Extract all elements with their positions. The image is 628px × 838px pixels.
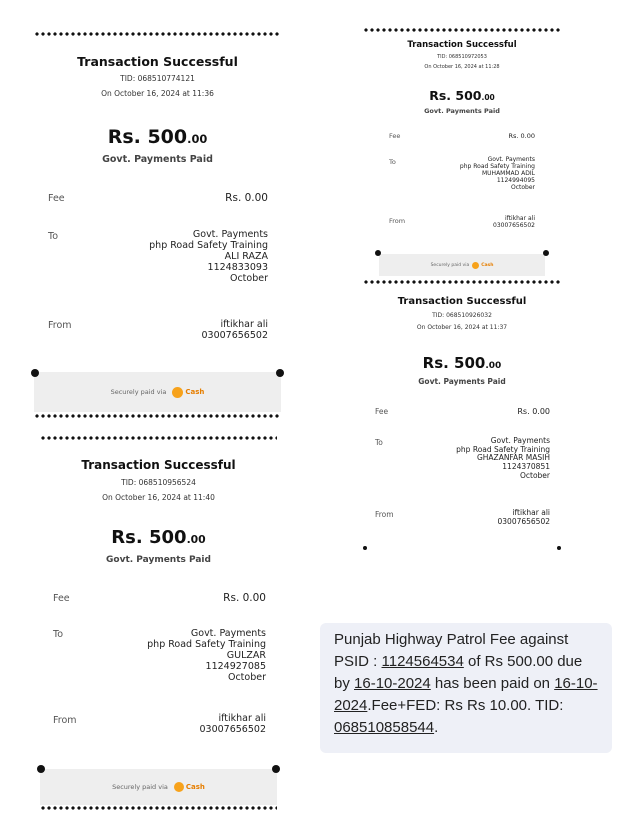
to-line: October [229, 272, 268, 284]
receipt-date: On October 16, 2024 at 11:40 [102, 493, 215, 502]
to-line: 1124833093 [207, 261, 268, 273]
sms-message [320, 623, 612, 753]
receipt-subtitle: Govt. Payments Paid [106, 555, 211, 565]
receipt-4 [40, 436, 277, 810]
to-details [147, 629, 266, 684]
to-details [460, 157, 535, 191]
from-details [498, 509, 551, 526]
receipt-footer [379, 254, 545, 276]
footer-text: Securely paid via [112, 783, 168, 791]
sms-text: .Fee+FED: Rs Rs 10.00. TID: [367, 697, 564, 714]
to-line: php Road Safety Training [456, 444, 550, 454]
to-label: To [375, 438, 383, 447]
footer-text: Securely paid via [430, 262, 470, 268]
receipt-amount: Rs. 500.00 [422, 354, 502, 372]
notch-left [37, 765, 45, 773]
sms-text: Punjab Highway Patrol Fee against PSID : [334, 631, 569, 670]
notch-left [363, 546, 367, 550]
from-label: From [53, 715, 77, 726]
to-line: GHAZANFAR MASIH [476, 453, 550, 463]
receipt-1 [34, 32, 281, 418]
sms-text: has been paid on [430, 675, 555, 692]
receipt-footer [40, 769, 277, 805]
to-details [149, 230, 268, 285]
receipt-tid: TID: 068510926032 [432, 312, 492, 319]
from-line: iftikhar ali [512, 508, 550, 517]
to-line: October [519, 470, 550, 480]
jazzcash-logo-icon [174, 782, 184, 792]
receipt-top-edge [363, 280, 561, 284]
to-line: php Road Safety Training [459, 162, 535, 170]
to-line: 1124994095 [496, 176, 535, 184]
sms-psid-link[interactable]: 1124564534 [381, 653, 464, 670]
fee-value: Rs. 0.00 [223, 592, 266, 604]
notch-right [272, 765, 280, 773]
footer-text: Securely paid via [110, 388, 167, 396]
sms-text: of Rs 500.00 due by [334, 653, 583, 692]
receipt-title: Transaction Successful [407, 40, 517, 50]
fee-label: Fee [375, 407, 389, 416]
receipt-title: Transaction Successful [397, 296, 527, 307]
fee-label: Fee [48, 193, 65, 204]
from-line: 03007656502 [493, 221, 535, 229]
from-label: From [389, 217, 406, 225]
to-line: MUHAMMAD ADIL [481, 169, 535, 177]
receipt-amount: Rs. 500.00 [107, 126, 208, 148]
receipt-bottom-edge [40, 806, 277, 810]
receipt-tid: TID: 068510956524 [121, 478, 196, 487]
notch-left [31, 369, 39, 377]
sms-text: . [434, 719, 439, 736]
from-line: 03007656502 [199, 723, 266, 735]
fee-label: Fee [53, 593, 70, 604]
to-label: To [389, 158, 396, 166]
receipt-subtitle: Govt. Payments Paid [424, 107, 500, 115]
from-line: iftikhar ali [504, 215, 535, 222]
from-details [202, 320, 269, 342]
receipt-tid: TID: 068510972053 [437, 54, 487, 60]
to-line: Govt. Payments [190, 628, 266, 639]
to-line: Govt. Payments [490, 436, 550, 445]
jazzcash-logo-icon [172, 387, 183, 398]
notch-right [557, 546, 561, 550]
receipt-footer [34, 372, 281, 412]
from-details [200, 714, 267, 736]
to-line: 1124927085 [205, 660, 266, 672]
from-line: 03007656502 [201, 329, 268, 341]
from-line: 03007656502 [497, 516, 550, 526]
receipt-subtitle: Govt. Payments Paid [418, 377, 506, 386]
jazzcash-logo-icon [472, 262, 479, 269]
receipt-3 [363, 280, 561, 552]
receipt-subtitle: Govt. Payments Paid [102, 154, 213, 165]
from-label: From [48, 320, 72, 331]
receipt-top-edge [34, 32, 281, 36]
logo-text: Cash [185, 783, 205, 791]
to-line: October [510, 183, 535, 191]
from-details [493, 216, 535, 230]
sms-paid-date-link[interactable]: 16-10-2024 [334, 675, 598, 714]
fee-value: Rs. 0.00 [225, 192, 268, 204]
to-line: php Road Safety Training [147, 638, 266, 650]
notch-right [276, 369, 284, 377]
receipt-tid: TID: 068510774121 [120, 74, 195, 83]
to-label: To [48, 231, 59, 242]
to-line: ALI RAZA [224, 250, 268, 262]
to-line: Govt. Payments [192, 229, 268, 240]
logo-text: Cash [481, 262, 494, 268]
to-details [456, 437, 550, 480]
fee-value: Rs. 0.00 [508, 132, 535, 140]
receipt-amount: Rs. 500.00 [429, 88, 495, 103]
fee-label: Fee [389, 132, 401, 140]
fee-value: Rs. 0.00 [517, 407, 550, 416]
receipt-top-edge [363, 28, 561, 32]
sms-tid-link[interactable]: 068510858544 [334, 719, 435, 736]
receipt-2 [363, 28, 561, 282]
receipt-bottom-edge [34, 414, 281, 418]
logo-text: Cash [185, 388, 205, 396]
receipt-date: On October 16, 2024 at 11:28 [424, 64, 500, 70]
from-line: iftikhar ali [218, 713, 266, 724]
from-label: From [375, 510, 394, 519]
receipt-date: On October 16, 2024 at 11:36 [101, 89, 214, 98]
to-label: To [53, 629, 64, 640]
to-line: October [227, 671, 266, 683]
receipt-amount: Rs. 500.00 [111, 527, 206, 548]
notch-right [543, 250, 549, 256]
to-line: 1124370851 [502, 461, 550, 471]
receipt-title: Transaction Successful [81, 458, 236, 472]
to-line: GULZAR [226, 649, 266, 661]
notch-left [375, 250, 381, 256]
receipt-top-edge [40, 436, 277, 440]
to-line: php Road Safety Training [149, 239, 268, 251]
receipt-date: On October 16, 2024 at 11:37 [416, 324, 508, 331]
to-line: Govt. Payments [487, 156, 535, 163]
receipt-title: Transaction Successful [77, 54, 238, 69]
sms-due-date-link[interactable]: 16-10-2024 [354, 675, 431, 692]
from-line: iftikhar ali [220, 319, 268, 330]
